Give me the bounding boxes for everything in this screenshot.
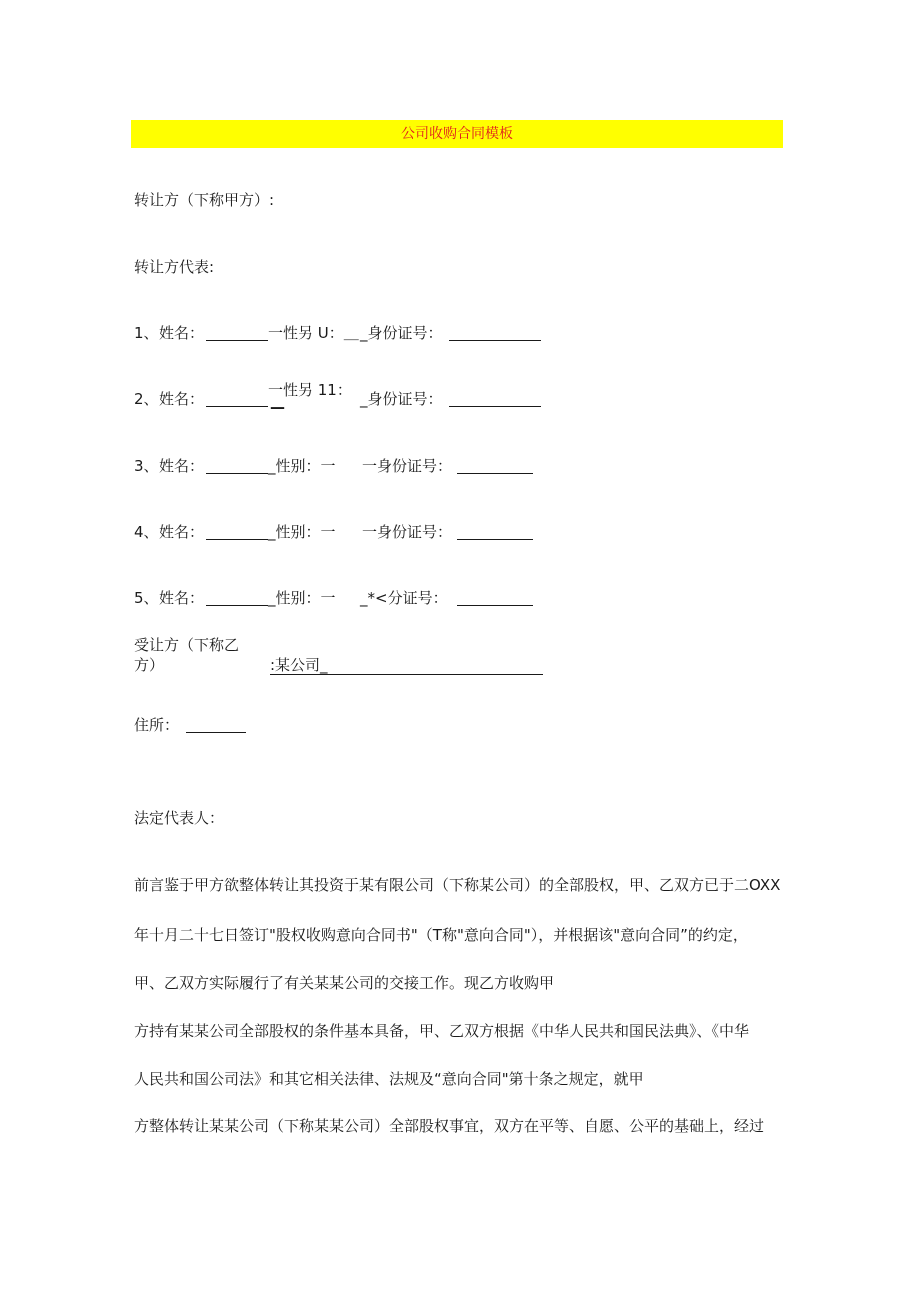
paragraph-line: 人民共和国公司法》和其它相关法律、法规及“意向合同"第十条之规定，就甲 — [134, 1070, 644, 1088]
name-label: 姓名： — [159, 390, 205, 408]
name-blank — [206, 473, 268, 474]
name-label: 姓名： — [159, 324, 205, 342]
paragraph-line: 甲、乙双方实际履行了有关某某公司的交接工作。现乙方收购甲 — [134, 974, 555, 992]
id-number-label: _身份证号： — [360, 390, 443, 408]
address-blank — [186, 732, 246, 733]
transferor-label: 转让方（下称甲方）: — [134, 191, 275, 209]
row-number: 1、 — [134, 324, 159, 342]
gender-label: 一性另 U：＿ — [268, 324, 359, 342]
name-blank — [206, 406, 268, 407]
row-number: 3、 — [134, 457, 159, 475]
id-number-blank — [457, 539, 533, 540]
id-number-label: _身份证号： — [360, 324, 443, 342]
name-label: 姓名： — [159, 589, 205, 607]
name-label: 姓名： — [159, 457, 205, 475]
transferee-underline — [270, 674, 543, 675]
gender-label: _性别：一 — [268, 457, 336, 475]
id-number-blank — [457, 605, 533, 606]
id-number-label: _*<分证号： — [360, 589, 448, 607]
paragraph-line: 方整体转让某某公司（下称某某公司）全部股权事宜，双方在平等、自愿、公平的基础上，经过 — [134, 1117, 765, 1135]
id-number-label: 一身份证号： — [362, 457, 453, 475]
row-number: 5、 — [134, 589, 159, 607]
name-label: 姓名： — [159, 523, 205, 541]
name-blank — [206, 605, 268, 606]
transferor-representative-label: 转让方代表: — [134, 258, 215, 276]
gender-dash: — — [270, 398, 285, 416]
row-number: 4、 — [134, 523, 159, 541]
name-blank — [206, 539, 268, 540]
row-number: 2、 — [134, 390, 159, 408]
paragraph-line: 前言鉴于甲方欲整体转让其投资于某有限公司（下称某公司）的全部股权，甲、乙双方已于二OXX — [134, 876, 781, 894]
id-number-label: 一身份证号： — [362, 523, 453, 541]
name-blank — [206, 340, 268, 341]
paragraph-line: 方持有某某公司全部股权的条件基本具备，甲、乙双方根据《中华人民共和国民法典》、《中华 — [134, 1022, 750, 1040]
id-number-blank — [457, 473, 533, 474]
transferee-label-line2: 方） — [134, 656, 165, 674]
address-label: 住所： — [134, 716, 180, 734]
gender-label: _性别：一 — [268, 589, 336, 607]
document-title: 公司收购合同模板 — [401, 126, 513, 142]
title-banner — [131, 120, 783, 148]
gender-label: 一性另 11： — [268, 381, 352, 399]
gender-label: _性别：一 — [268, 523, 336, 541]
id-number-blank — [449, 406, 541, 407]
paragraph-line: 年十月二十七日签订"股权收购意向合同书"（T称"意向合同"），并根据该"意向合同”的约定， — [134, 926, 748, 944]
transferee-label-line1: 受让方（下称乙 — [134, 636, 240, 654]
id-number-blank — [449, 340, 541, 341]
transferee-value: :某公司_ — [270, 656, 328, 674]
legal-representative-label: 法定代表人： — [134, 809, 225, 827]
